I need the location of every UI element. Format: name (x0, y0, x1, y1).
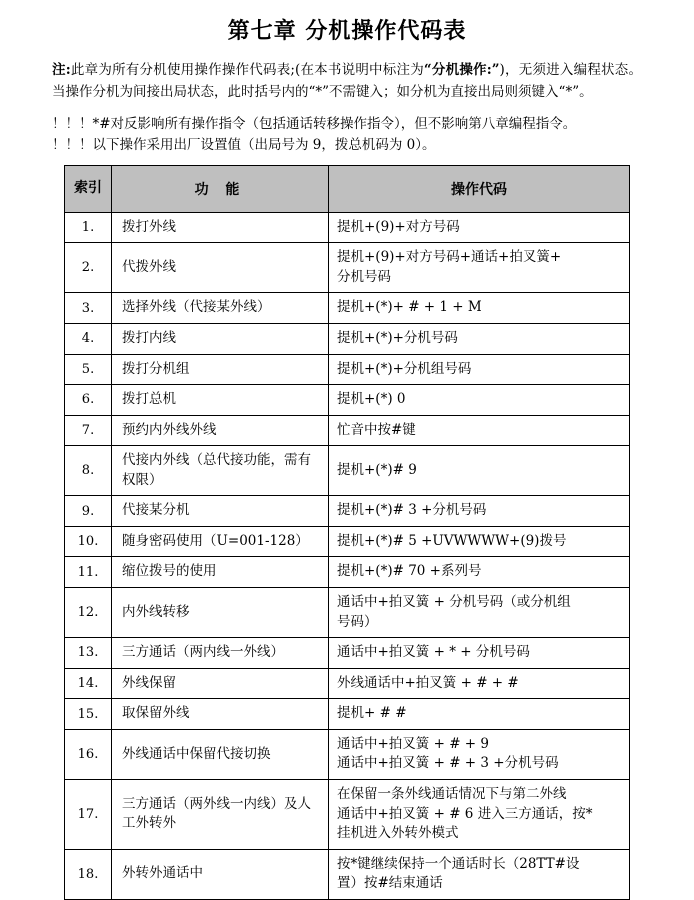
row-function: 选择外线（代接某外线） (112, 293, 329, 324)
row-index: 2. (65, 243, 112, 293)
row-code (329, 526, 630, 557)
table-row (65, 588, 630, 638)
row-code (329, 668, 630, 699)
operation-code-table (64, 165, 630, 900)
header-index: 索引 (65, 165, 112, 212)
code-line: 提机+(*)# 70 +系列号 (337, 563, 482, 580)
note-bold-1: “分机操作:” (423, 62, 500, 78)
row-code (329, 496, 630, 527)
note-lead: 注: (52, 62, 71, 78)
row-function: 代接某分机 (112, 496, 329, 527)
warning-lines (52, 114, 642, 157)
row-code (329, 243, 630, 293)
row-function: 拨打内线 (112, 323, 329, 354)
note-text-2: )，无须进入编程状态。当操作分机为间接出局状态，此时括号内的“*”不需键入；如分机为直接出局则须键入“*”。 (52, 62, 642, 101)
code-line: 提机+(*)# 9 (337, 462, 417, 478)
table-row (65, 638, 630, 669)
code-line: 通话中+拍叉簧 + # + 9 (337, 735, 490, 752)
row-index: 13. (65, 638, 112, 669)
note-paragraph (52, 59, 642, 104)
code-line: 在保留一条外线通话情况下与第二外线 (337, 785, 567, 802)
table-row (65, 668, 630, 699)
table-row (65, 385, 630, 416)
code-line: 提机+(9)+对方号码 (337, 218, 460, 235)
row-code (329, 415, 630, 446)
table-header-row (65, 165, 630, 212)
table-row (65, 699, 630, 730)
row-index: 15. (65, 699, 112, 730)
row-code (329, 557, 630, 588)
row-code (329, 354, 630, 385)
row-code (329, 638, 630, 669)
page-title: 第七章 分机操作代码表 (227, 18, 467, 44)
table-row (65, 496, 630, 527)
row-index: 10. (65, 526, 112, 557)
row-code (329, 446, 630, 496)
row-code (329, 323, 630, 354)
row-code (329, 293, 630, 324)
row-function: 代拨外线 (112, 243, 329, 293)
code-line: 提机+(9)+对方号码+通话+拍叉簧+ (337, 249, 562, 266)
table-row (65, 323, 630, 354)
row-function: 三方通话（两外线一内线）及人工外转外 (112, 779, 329, 849)
table-row (65, 243, 630, 293)
code-line: 通话中+拍叉簧 + # 6 进入三方通话，按* (337, 805, 593, 822)
row-index: 17. (65, 779, 112, 849)
row-index: 3. (65, 293, 112, 324)
header-code: 操作代码 (329, 165, 630, 212)
table-row (65, 849, 630, 899)
table-row (65, 212, 630, 243)
row-function: 外转外通话中 (112, 849, 329, 899)
row-code (329, 385, 630, 416)
row-index: 7. (65, 415, 112, 446)
table-row (65, 293, 630, 324)
row-index: 1. (65, 212, 112, 243)
code-line: 挂机进入外转外模式 (337, 825, 459, 842)
row-index: 11. (65, 557, 112, 588)
table-row (65, 779, 630, 849)
row-function: 随身密码使用（U=001-128） (112, 526, 329, 557)
row-index: 9. (65, 496, 112, 527)
code-line: 提机+(*) 0 (337, 391, 406, 408)
row-function: 拨打外线 (112, 212, 329, 243)
code-line: 按*键继续保持一个通话时长（28TT#设 (337, 855, 580, 872)
row-index: 5. (65, 354, 112, 385)
note-text-1: 此章为所有分机使用操作操作代码表;(在本书说明中标注为 (70, 62, 424, 78)
table-row (65, 729, 630, 779)
code-line: 提机+(*)+ # + 1 + M (337, 299, 482, 316)
row-function: 取保留外线 (112, 699, 329, 730)
table-row (65, 415, 630, 446)
row-code (329, 212, 630, 243)
code-line: 提机+(*)# 3 +分机号码 (337, 502, 487, 519)
row-code (329, 779, 630, 849)
row-function: 拨打总机 (112, 385, 329, 416)
row-index: 6. (65, 385, 112, 416)
row-function: 三方通话（两内线一外线） (112, 638, 329, 669)
code-line: 分机号码 (337, 268, 391, 285)
row-index: 18. (65, 849, 112, 899)
row-function: 代接内外线（总代接功能，需有权限） (112, 446, 329, 496)
code-line: 通话中+拍叉簧 + * + 分机号码 (337, 644, 530, 661)
code-line: 提机+(*)+分机组号码 (337, 360, 472, 377)
code-line: 提机+ # # (337, 705, 407, 722)
code-line: 提机+(*)+分机号码 (337, 329, 458, 346)
code-line: 号码） (337, 613, 378, 630)
code-line: 忙音中按#键 (337, 421, 416, 438)
row-index: 8. (65, 446, 112, 496)
header-function: 功 能 (112, 165, 329, 212)
code-line: 通话中+拍叉簧 + # + 3 +分机号码 (337, 755, 559, 772)
table-row (65, 526, 630, 557)
table-row (65, 557, 630, 588)
row-index: 4. (65, 323, 112, 354)
row-code (329, 588, 630, 638)
row-function: 缩位拨号的使用 (112, 557, 329, 588)
row-code (329, 849, 630, 899)
row-index: 14. (65, 668, 112, 699)
row-function: 预约内外线外线 (112, 415, 329, 446)
row-function: 外线保留 (112, 668, 329, 699)
table-row (65, 354, 630, 385)
table-row (65, 446, 630, 496)
row-code (329, 699, 630, 730)
row-code (329, 729, 630, 779)
row-index: 12. (65, 588, 112, 638)
warning-line-2: ！！！以下操作采用出厂设置值（出局号为 9，拨总机码为 0）。 (52, 137, 436, 154)
code-line: 置）按#结束通话 (337, 875, 443, 892)
warning-line-1: ！！！*#对反影响所有操作指令（包括通话转移操作指令），但不影响第八章编程指令。 (52, 115, 577, 132)
code-line: 通话中+拍叉簧 + 分机号码（或分机组 (337, 594, 571, 611)
row-function: 内外线转移 (112, 588, 329, 638)
row-function: 外线通话中保留代接切换 (112, 729, 329, 779)
row-index: 16. (65, 729, 112, 779)
code-line: 提机+(*)# 5 +UVWWWW+(9)拨号 (337, 532, 567, 549)
row-function: 拨打分机组 (112, 354, 329, 385)
code-line: 外线通话中+拍叉簧 + # + # (337, 674, 519, 691)
